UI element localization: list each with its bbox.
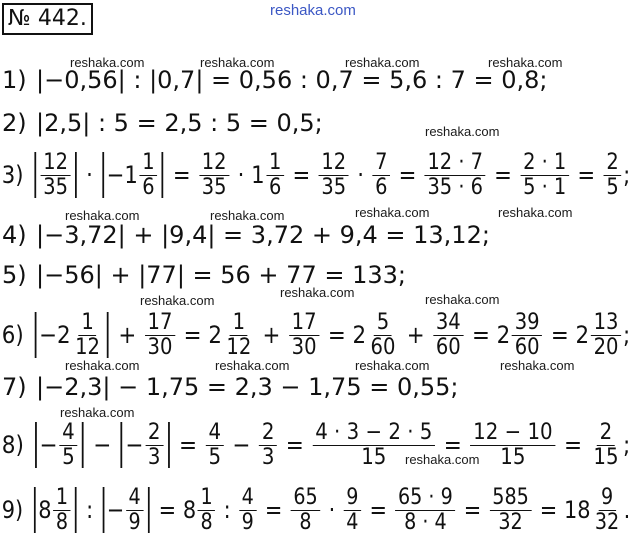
denominator: 32 — [594, 509, 620, 535]
watermark: reshaka.com — [500, 358, 575, 373]
numerator: 2 — [145, 421, 163, 446]
fraction — [266, 151, 284, 200]
fraction — [206, 421, 224, 470]
fraction — [368, 311, 398, 360]
numerator: 1 — [53, 486, 70, 511]
operator: : — [216, 496, 238, 524]
fraction — [140, 151, 158, 200]
operator: = — [570, 161, 602, 189]
fraction — [433, 311, 463, 360]
denominator: 15 — [500, 444, 526, 470]
operator: ; — [622, 321, 631, 349]
watermark: reshaka.com — [488, 55, 563, 70]
operator: . — [623, 496, 631, 524]
fraction — [372, 151, 390, 200]
line-number: 3) — [1, 161, 24, 189]
numerator: 2 · 1 — [520, 151, 569, 176]
numerator: 17 — [145, 311, 175, 336]
operator: = 2 — [544, 321, 590, 349]
operator: = — [285, 161, 317, 189]
fraction — [520, 151, 569, 200]
fraction — [224, 311, 254, 360]
fraction — [126, 486, 143, 535]
fraction — [239, 486, 256, 535]
numerator: 5 — [374, 311, 392, 336]
numerator: 39 — [512, 311, 542, 336]
denominator: 5 — [606, 174, 619, 200]
term: −2 — [39, 321, 71, 349]
denominator: 30 — [147, 334, 173, 360]
operator: − — [225, 431, 258, 459]
term: 8 — [38, 496, 52, 524]
denominator: 3 — [147, 444, 161, 470]
numerator: 4 · 3 − 2 · 5 — [313, 421, 436, 446]
numerator: 2 — [259, 421, 277, 446]
fraction — [291, 486, 321, 535]
watermark: reshaka.com — [270, 2, 356, 19]
line-number: 6) — [1, 321, 24, 349]
numerator: 2 — [597, 421, 615, 446]
line-number: 9) — [1, 496, 24, 524]
operator: · — [322, 496, 342, 524]
fraction — [512, 311, 542, 360]
watermark: reshaka.com — [425, 124, 500, 139]
watermark: reshaka.com — [200, 55, 275, 70]
denominator: 9 — [128, 509, 141, 535]
watermark: reshaka.com — [60, 405, 135, 420]
term: − — [106, 496, 125, 524]
fraction — [344, 486, 361, 535]
absolute-value — [34, 149, 76, 200]
operator: + — [255, 321, 288, 349]
absolute-value — [34, 484, 77, 535]
watermark: reshaka.com — [140, 293, 215, 308]
denominator: 15 — [361, 444, 387, 470]
numerator: 34 — [433, 311, 463, 336]
watermark: reshaka.com — [355, 205, 430, 220]
denominator: 12 — [226, 334, 252, 360]
operator: = 2 — [465, 321, 511, 349]
numerator: 12 — [319, 151, 349, 176]
watermark: reshaka.com — [355, 358, 430, 373]
denominator: 4 — [346, 509, 359, 535]
expression: |−3,72| + |9,4| = 3,72 + 9,4 = 13,12; — [36, 221, 490, 249]
fraction — [395, 486, 455, 535]
watermark: reshaka.com — [405, 452, 480, 467]
denominator: 8 — [299, 509, 312, 535]
fraction — [53, 486, 70, 535]
watermark: reshaka.com — [280, 285, 355, 300]
operator: = 18 — [533, 496, 591, 524]
absolute-value — [102, 484, 149, 535]
fraction — [289, 311, 319, 360]
operator: = — [166, 161, 198, 189]
denominator: 9 — [241, 509, 254, 535]
denominator: 6 — [375, 174, 388, 200]
operator: · — [350, 161, 371, 189]
fraction — [470, 421, 555, 470]
numerator: 4 — [239, 486, 256, 511]
absolute-value — [35, 309, 109, 360]
denominator: 8 · 4 — [404, 509, 447, 535]
numerator: 4 — [206, 421, 224, 446]
watermark: reshaka.com — [498, 205, 573, 220]
solution-line-9 — [0, 485, 630, 535]
fraction — [59, 421, 77, 470]
denominator: 5 — [62, 444, 75, 470]
numerator: 585 — [490, 486, 532, 511]
operator: = 2 — [321, 321, 367, 349]
denominator: 6 — [268, 174, 282, 200]
numerator: 2 — [604, 151, 622, 176]
term: −1 — [106, 161, 138, 189]
denominator: 35 · 6 — [427, 174, 484, 200]
operator: · — [79, 161, 100, 189]
denominator: 6 — [142, 174, 155, 200]
fraction — [259, 421, 277, 470]
operator: : — [79, 496, 100, 524]
line-number: 1) — [2, 66, 27, 94]
numerator: 1 — [198, 486, 215, 511]
denominator: 35 — [321, 174, 347, 200]
numerator: 65 — [291, 486, 321, 511]
fraction — [592, 486, 622, 535]
watermark: reshaka.com — [215, 358, 290, 373]
fraction — [591, 311, 621, 360]
solution-line-3 — [0, 150, 630, 200]
denominator: 60 — [370, 334, 396, 360]
numerator: 1 — [230, 311, 248, 336]
expression: |−0,56| : |0,7| = 0,56 : 0,7 = 5,6 : 7 = 0,8; — [36, 66, 548, 94]
watermark: reshaka.com — [345, 55, 420, 70]
line-number: 7) — [2, 373, 27, 401]
operator: = — [457, 496, 488, 524]
operator: = — [258, 496, 289, 524]
denominator: 32 — [498, 509, 523, 535]
denominator: 20 — [593, 334, 619, 360]
absolute-value — [121, 419, 170, 470]
denominator: 3 — [261, 444, 275, 470]
solution-line-5 — [0, 250, 406, 300]
operator: = — [391, 161, 424, 189]
fraction — [145, 421, 163, 470]
numerator: 13 — [591, 311, 621, 336]
term: − — [125, 431, 144, 459]
operator: = — [557, 431, 589, 459]
denominator: 35 — [43, 174, 68, 200]
watermark: reshaka.com — [65, 208, 140, 223]
solution-line-8 — [0, 420, 630, 470]
watermark: reshaka.com — [70, 55, 145, 70]
task-number: № 442. — [2, 3, 93, 35]
operator: = — [172, 431, 204, 459]
watermark: reshaka.com — [210, 208, 285, 223]
fraction — [199, 151, 229, 200]
denominator: 5 — [208, 444, 222, 470]
numerator: 12 · 7 — [425, 151, 486, 176]
solution-line-2 — [0, 98, 323, 148]
numerator: 17 — [289, 311, 319, 336]
numerator: 7 — [372, 151, 390, 176]
numerator: 12 — [41, 151, 71, 176]
numerator: 12 — [199, 151, 229, 176]
line-number: 8) — [1, 431, 24, 459]
operator: ; — [623, 161, 631, 189]
fraction — [198, 486, 215, 535]
numerator: 12 − 10 — [470, 421, 555, 446]
numerator: 1 — [140, 151, 158, 176]
expression: |2,5| : 5 = 2,5 : 5 = 0,5; — [36, 109, 323, 137]
fraction — [319, 151, 349, 200]
denominator: 35 — [201, 174, 227, 200]
operator: · 1 — [230, 161, 265, 189]
absolute-value — [35, 419, 84, 470]
watermark: reshaka.com — [65, 358, 140, 373]
fraction — [490, 486, 532, 535]
operator: = 8 — [152, 496, 197, 524]
operator: = — [487, 161, 519, 189]
denominator: 60 — [514, 334, 540, 360]
operator: − — [86, 431, 119, 459]
fraction — [591, 421, 622, 470]
numerator: 65 · 9 — [395, 486, 455, 511]
expression: |−56| + |77| = 56 + 77 = 133; — [36, 261, 406, 289]
numerator: 9 — [344, 486, 361, 511]
numerator: 1 — [79, 311, 97, 336]
numerator: 1 — [266, 151, 284, 176]
absolute-value — [102, 149, 163, 200]
operator: = — [436, 431, 469, 459]
fraction — [41, 151, 71, 200]
line-number: 2) — [2, 109, 27, 137]
fraction — [145, 311, 175, 360]
numerator: 4 — [59, 421, 77, 446]
numerator: 9 — [598, 486, 615, 511]
operator: + — [399, 321, 432, 349]
denominator: 8 — [55, 509, 69, 535]
operator: ; — [623, 431, 631, 459]
expression: |−2,3| − 1,75 = 2,3 − 1,75 = 0,55; — [36, 373, 459, 401]
line-number: 4) — [2, 221, 27, 249]
denominator: 8 — [200, 509, 213, 535]
solution-line-7 — [0, 362, 458, 412]
line-number: 5) — [2, 261, 27, 289]
numerator: 4 — [126, 486, 143, 511]
denominator: 5 · 1 — [523, 174, 567, 200]
denominator: 30 — [291, 334, 317, 360]
denominator: 12 — [75, 334, 101, 360]
term: − — [39, 431, 58, 459]
operator: = — [278, 431, 311, 459]
denominator: 15 — [593, 444, 619, 470]
fraction — [313, 421, 436, 470]
fraction — [425, 151, 486, 200]
fraction — [72, 311, 102, 360]
operator: = 2 — [176, 321, 222, 349]
solution-line-6 — [0, 310, 630, 360]
watermark: reshaka.com — [425, 292, 500, 307]
operator: + — [111, 321, 144, 349]
fraction — [604, 151, 622, 200]
operator: = — [362, 496, 394, 524]
denominator: 60 — [435, 334, 461, 360]
